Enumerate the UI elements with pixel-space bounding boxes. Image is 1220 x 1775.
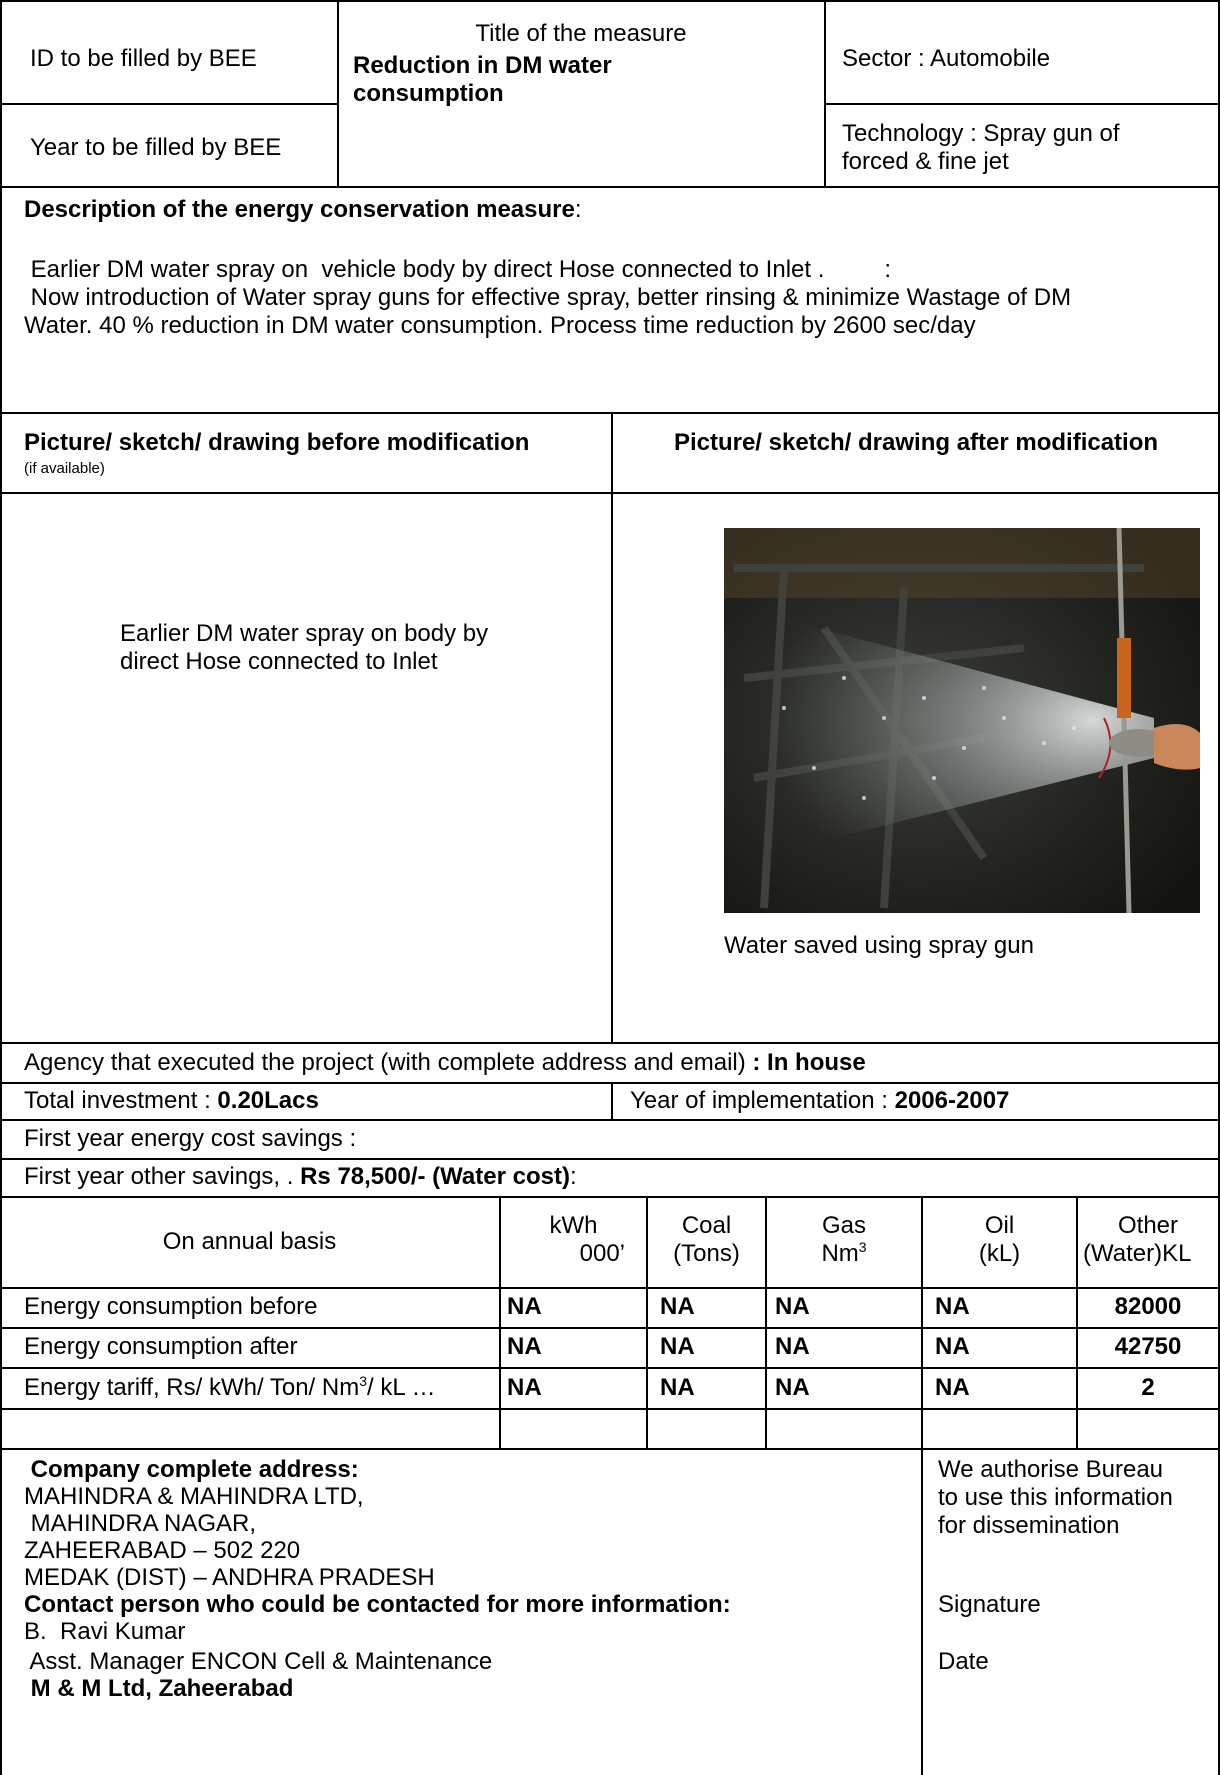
rule (824, 0, 826, 187)
description-line-2: Now introduction of Water spray guns for effective spray, better rinsing & minimize Wastage of DM (24, 284, 1072, 311)
rule (0, 1082, 1220, 1084)
rule (0, 492, 1220, 494)
date-label: Date (938, 1648, 989, 1675)
rule (0, 186, 1220, 188)
rule (0, 1367, 1220, 1369)
rule (0, 1448, 1220, 1450)
rule (921, 1196, 923, 1775)
rule (824, 103, 1220, 105)
cell: NA (660, 1374, 695, 1401)
col-header: Coal (681, 1212, 732, 1239)
description-line-1: Earlier DM water spray on vehicle body by direct Hose connected to Inlet . : (24, 256, 892, 283)
authorise-line: for dissemination (938, 1512, 1120, 1539)
row-label: Energy tariff, Rs/ kWh/ Ton/ Nm$^3$/ kL … (24, 1373, 436, 1401)
rule (0, 1196, 1220, 1198)
border-top (0, 0, 1220, 2)
before-text-line-2: direct Hose connected to Inlet (120, 648, 438, 675)
cell: 82000 (1114, 1293, 1182, 1320)
technology-line-2: forced & fine jet (842, 148, 1009, 175)
contact-name: B. Ravi Kumar (24, 1618, 186, 1645)
cell: NA (775, 1374, 810, 1401)
spray-gun-photo (724, 528, 1200, 913)
cell: NA (660, 1333, 695, 1360)
before-text-line-1: Earlier DM water spray on body by (120, 620, 489, 647)
title-line-2: consumption (353, 80, 504, 107)
rule (0, 1408, 1220, 1410)
after-caption: Water saved using spray gun (724, 932, 1034, 959)
address-line: MAHINDRA NAGAR, (24, 1510, 257, 1537)
agency-row: Agency that executed the project (with complete address and email) : In house (24, 1049, 866, 1076)
authorise-line: to use this information (938, 1484, 1173, 1511)
investment-row: Total investment : 0.20Lacs (24, 1087, 319, 1114)
cell: NA (507, 1333, 542, 1360)
col-header: (Tons) (673, 1240, 740, 1267)
sector: Sector : Automobile (842, 45, 1051, 72)
rule (0, 1327, 1220, 1329)
rule (0, 1287, 1220, 1289)
rule (611, 412, 613, 1043)
contact-org: M & M Ltd, Zaheerabad (24, 1675, 294, 1702)
border-left (0, 0, 2, 1775)
authorise-line: We authorise Bureau (938, 1456, 1164, 1483)
id-label: ID to be filled by BEE (30, 45, 257, 72)
address-line: MAHINDRA & MAHINDRA LTD, (24, 1483, 364, 1510)
cell: NA (507, 1293, 542, 1320)
rule (0, 103, 337, 105)
year-implementation-row: Year of implementation : 2006-2007 (630, 1087, 1010, 1114)
cell: NA (935, 1333, 970, 1360)
address-line: MEDAK (DIST) – ANDHRA PRADESH (24, 1564, 435, 1591)
before-note: (if available) (24, 460, 105, 477)
title-caption: Title of the measure (475, 20, 687, 47)
description-heading: Description of the energy conservation measure: (24, 196, 582, 223)
col-header: 000’ (579, 1240, 625, 1267)
col-header: kWh (549, 1212, 598, 1239)
col-header: Nm$^3$ (821, 1239, 867, 1267)
cell: 42750 (1114, 1333, 1182, 1360)
col-header: Oil (984, 1212, 1015, 1239)
after-heading: Picture/ sketch/ drawing after modification (673, 429, 1159, 456)
contact-title: Asst. Manager ENCON Cell & Maintenance (24, 1648, 493, 1675)
rule (611, 1082, 613, 1120)
cell: NA (660, 1293, 695, 1320)
cell: 2 (1141, 1374, 1155, 1401)
col-header: Other (1117, 1212, 1179, 1239)
signature-label: Signature (938, 1591, 1041, 1618)
year-label: Year to be filled by BEE (30, 134, 282, 161)
before-heading: Picture/ sketch/ drawing before modification (24, 429, 530, 456)
other-savings-row: First year other savings, . Rs 78,500/- (Water cost): (24, 1163, 577, 1190)
row-label: Energy consumption before (24, 1293, 318, 1320)
description-line-3: Water. 40 % reduction in DM water consumption. Process time reduction by 2600 sec/day (24, 312, 976, 339)
cell: NA (935, 1374, 970, 1401)
col-header: (Water)KL (1083, 1240, 1192, 1267)
title-line-1: Reduction in DM water (353, 52, 612, 79)
rule (0, 1119, 1220, 1121)
address-line: ZAHEERABAD – 502 220 (24, 1537, 301, 1564)
col-header: Gas (821, 1212, 866, 1239)
rule (0, 1042, 1220, 1044)
col-header: (kL) (978, 1240, 1021, 1267)
cell: NA (507, 1374, 542, 1401)
address-heading: Company complete address: (24, 1456, 359, 1483)
cell: NA (775, 1293, 810, 1320)
technology-line-1: Technology : Spray gun of (842, 120, 1120, 147)
cell: NA (775, 1333, 810, 1360)
cell: NA (935, 1293, 970, 1320)
contact-heading: Contact person who could be contacted for more information: (24, 1591, 731, 1618)
basis-label: On annual basis (162, 1228, 337, 1255)
energy-savings-row: First year energy cost savings : (24, 1125, 357, 1152)
rule (0, 412, 1220, 414)
rule (0, 1158, 1220, 1160)
row-label: Energy consumption after (24, 1333, 298, 1360)
